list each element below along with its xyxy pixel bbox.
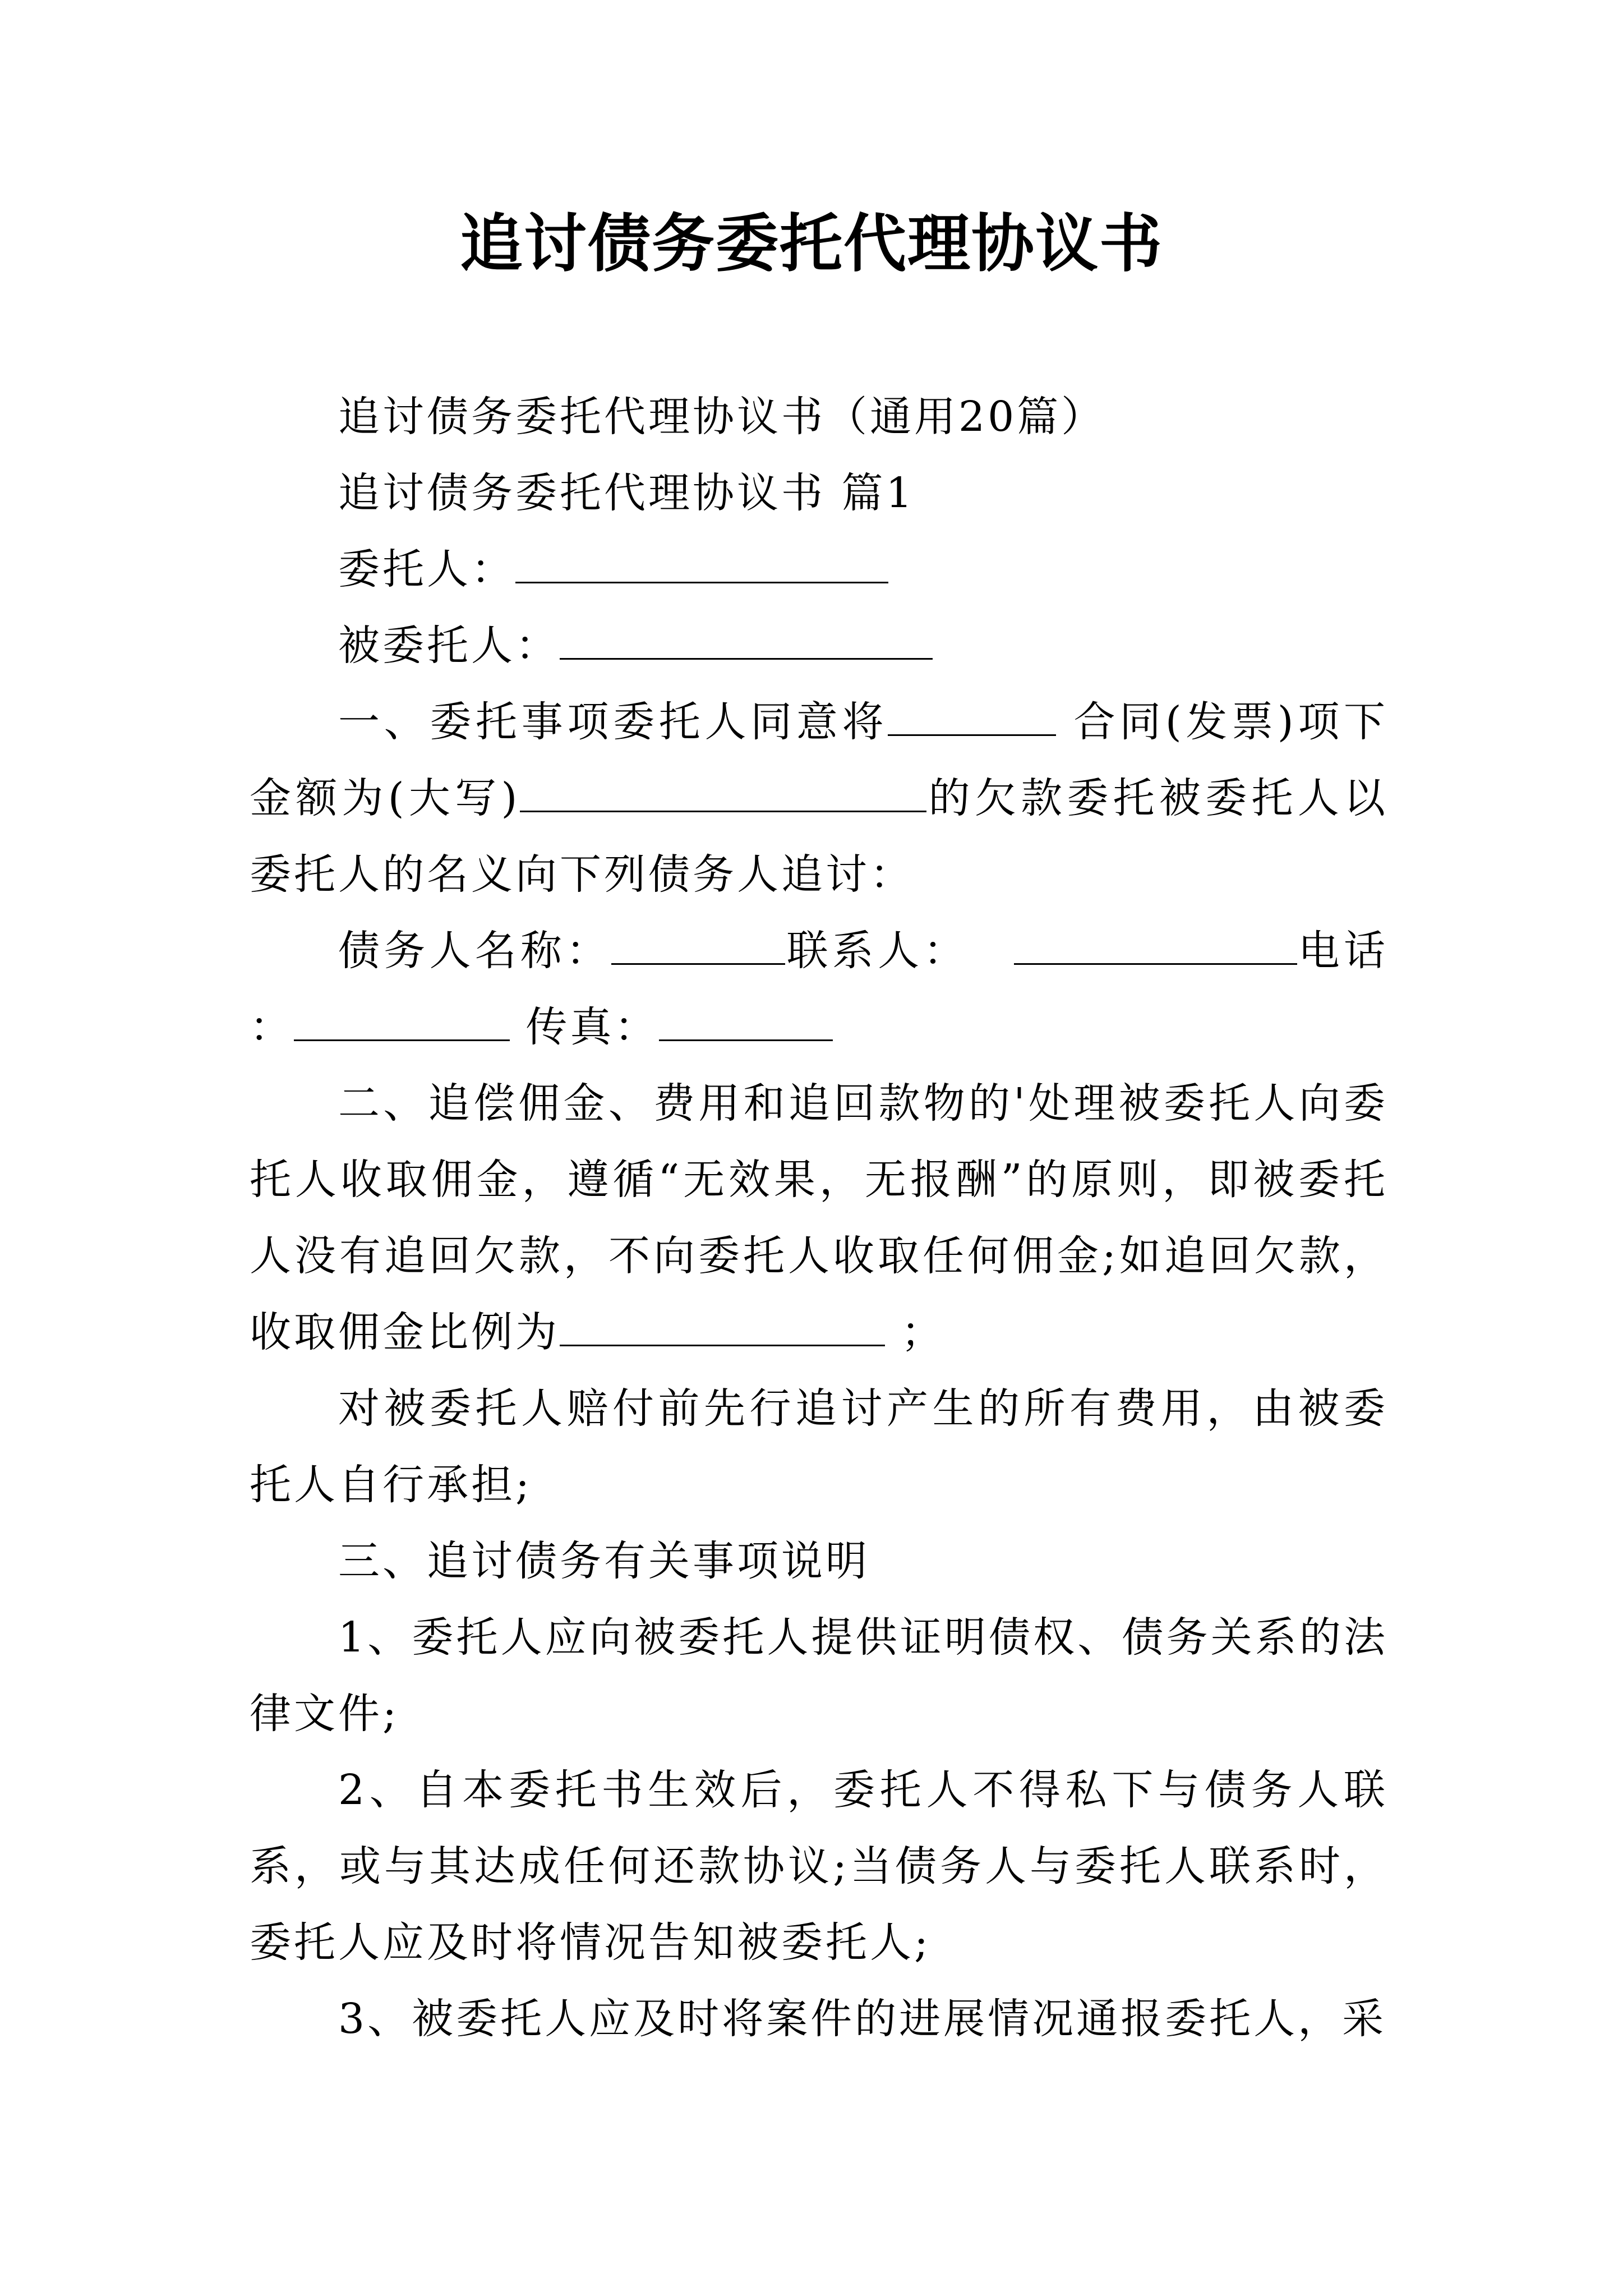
debtor-info	[250, 913, 1388, 1065]
fax-label: 传真：	[510, 1003, 659, 1051]
client-blank[interactable]	[515, 538, 888, 583]
debtor-name-label: 债务人名称：	[338, 927, 612, 975]
fax-blank[interactable]	[659, 996, 833, 1041]
agent-label: 被委托人：	[338, 622, 560, 670]
document-title: 追讨债务委托代理协议书	[460, 207, 1163, 280]
clause-1	[250, 684, 1388, 913]
subtitle: 追讨债务委托代理协议书（通用20篇）	[338, 393, 1106, 441]
paragraph-clause-3-heading: 三、追讨债务有关事项说明	[338, 1537, 870, 1585]
client-label: 委托人：	[338, 545, 515, 593]
section-heading: 追讨债务委托代理协议书 篇1	[338, 469, 915, 517]
clause-1-text-c: 的欠款委托被委托人以委托人的名义向下列债务人追讨：	[250, 774, 1388, 899]
contact-label: 联系人：	[785, 927, 969, 975]
paragraph-item-3: 3、被委托人应及时将案件的进展情况通报委托人，采	[338, 1995, 1387, 2043]
clause-2	[250, 1065, 1388, 1370]
phone-blank[interactable]	[294, 996, 510, 1041]
clause-2-text-b: ；	[885, 1308, 946, 1356]
clause-1-text-b: 合同(发票)项下金额为(大写)	[250, 698, 1389, 822]
contract-blank[interactable]	[888, 691, 1056, 736]
document-body	[250, 379, 1388, 2057]
commission-rate-blank[interactable]	[560, 1301, 885, 1346]
client-line	[250, 531, 1388, 608]
paragraph-item-2: 2、自本委托书生效后，委托人不得私下与债务人联系，或与其达成任何还款协议;当债务人与委托人联系时，委托人应及时将情况告知被委托人;	[250, 1766, 1388, 1967]
contact-blank[interactable]	[1014, 919, 1297, 965]
clause-1-text-a: 一、委托事项委托人同意将	[338, 698, 888, 746]
paragraph-item-1: 1、委托人应向被委托人提供证明债权、债务关系的法律文件;	[250, 1613, 1388, 1738]
paragraph-expenses: 对被委托人赔付前先行追讨产生的所有费用，由被委托人自行承担;	[250, 1384, 1388, 1509]
agent-line	[250, 608, 1388, 684]
phone-label: 电话 ：	[250, 927, 1389, 1051]
amount-blank[interactable]	[520, 767, 926, 812]
agent-blank[interactable]	[560, 614, 933, 660]
debtor-name-blank[interactable]	[611, 919, 785, 965]
clause-2-text-a: 二、追偿佣金、费用和追回款物的'处理被委托人向委托人收取佣金，遵循“无效果，无报酬”的原则，即被委托人没有追回欠款，不向委托人收取任何佣金;如追回欠款，收取佣金比例为	[250, 1079, 1388, 1356]
